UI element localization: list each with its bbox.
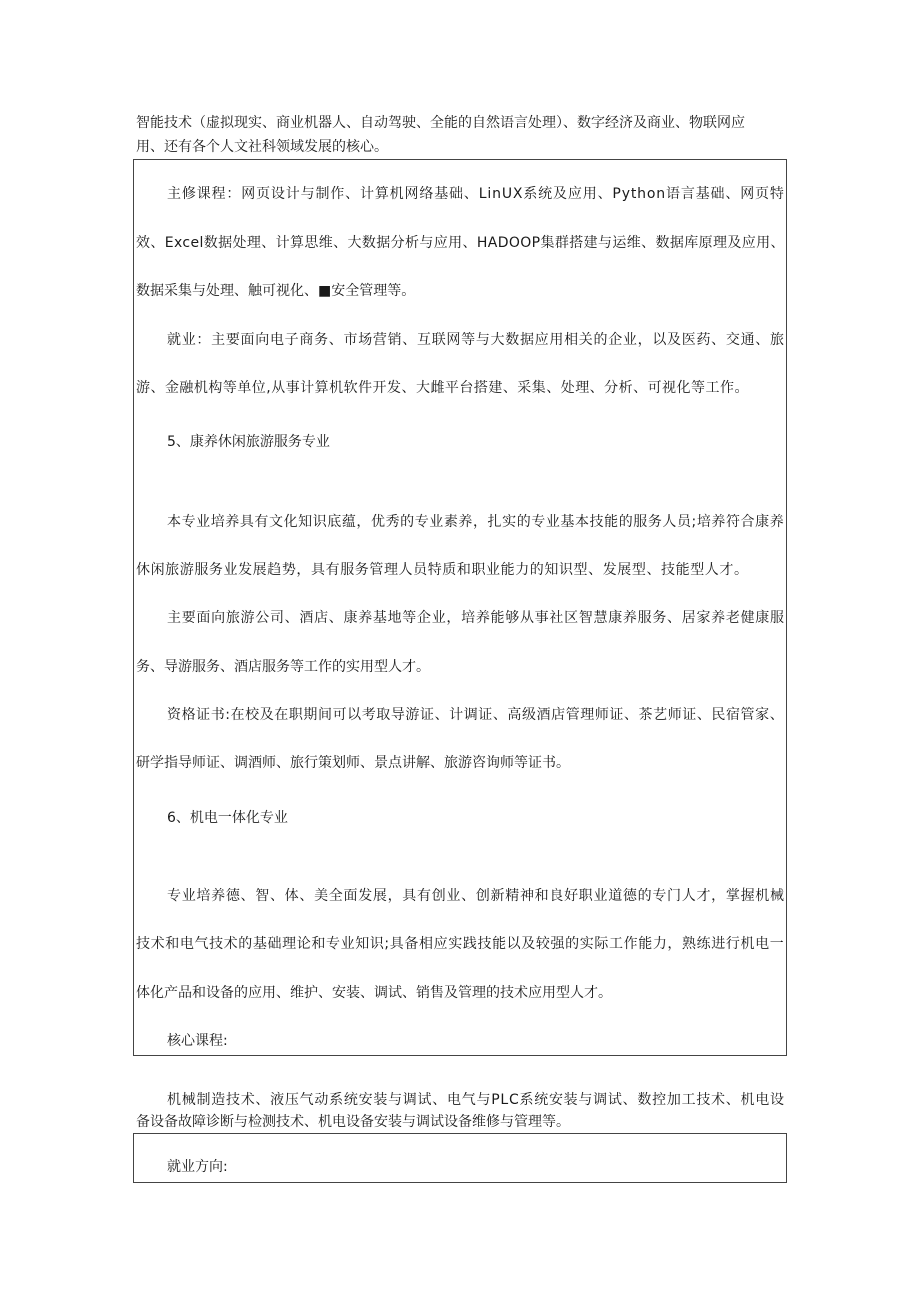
courses-line-3: 数据采集与处理、触可视化、■安全管理等。 xyxy=(136,283,416,299)
major5-desc-line-1: 本专业培养具有文化知识底蕴，优秀的专业素养，扎实的专业基本技能的服务人员;培养符合康养 xyxy=(167,514,785,530)
major5-title: 5、康养休闲旅游服务专业 xyxy=(167,434,330,450)
intro-line-2: 用、还有各个人文社科领域发展的核心。 xyxy=(136,139,388,155)
major6-title: 6、机电一体化专业 xyxy=(167,810,288,826)
major6-desc-line-3: 体化产品和设备的应用、维护、安装、调试、销售及管理的技术应用型人才。 xyxy=(136,985,612,1001)
major5-orientation-line-2: 务、导游服务、酒店服务等工作的实用型人才。 xyxy=(136,659,430,675)
core-courses-line-1: 机械制造技术、液压气动系统安装与调试、电气与PLC系统安装与调试、数控加工技术、机电设 xyxy=(167,1092,785,1108)
major5-orientation-line-1: 主要面向旅游公司、酒店、康养基地等企业，培养能够从事社区智慧康养服务、居家养老健康服 xyxy=(167,610,785,626)
employment-line-1: 就业：主要面向电子商务、市场营销、互联网等与大数据应用相关的企业，以及医药、交通、旅 xyxy=(167,332,785,348)
intro-line-1: 智能技术（虚拟现实、商业机器人、自动驾驶、全能的自然语言处理）、数字经济及商业、物联网应 xyxy=(136,115,745,131)
content-box-2 xyxy=(133,1133,787,1183)
major6-desc-line-2: 技术和电气技术的基础理论和专业知识;具备相应实践技能以及较强的实际工作能力，熟练进行机电一 xyxy=(136,936,785,952)
courses-line-1: 主修课程：网页设计与制作、计算机网络基础、LinUX系统及应用、Python语言基础、网页特 xyxy=(167,186,785,202)
major5-desc-line-2: 休闲旅游服务业发展趋势，具有服务管理人员特质和职业能力的知识型、发展型、技能型人才。 xyxy=(136,562,749,578)
core-courses-label: 核心课程: xyxy=(167,1033,228,1049)
major5-cert-line-2: 研学指导师证、调酒师、旅行策划师、景点讲解、旅游咨询师等证书。 xyxy=(136,755,570,771)
employment-line-2: 游、金融机构等单位,从事计算机软件开发、大雌平台搭建、采集、处理、分析、可视化等工作。 xyxy=(136,380,749,396)
major5-cert-line-1: 资格证书:在校及在职期间可以考取导游证、计调证、高级酒店管理师证、茶艺师证、民宿管家、 xyxy=(167,707,785,723)
employment-direction-label: 就业方向: xyxy=(167,1159,228,1175)
major6-desc-line-1: 专业培养德、智、体、美全面发展，具有创业、创新精神和良好职业道德的专门人才，掌握机械 xyxy=(167,888,785,904)
courses-line-2: 效、Excel数据处理、计算思维、大数据分析与应用、HADOOP集群搭建与运维、数据库原理及应用、 xyxy=(136,235,785,251)
core-courses-line-2: 备设备故障诊断与检测技术、机电设备安装与调试设备维修与管理等。 xyxy=(136,1114,570,1130)
